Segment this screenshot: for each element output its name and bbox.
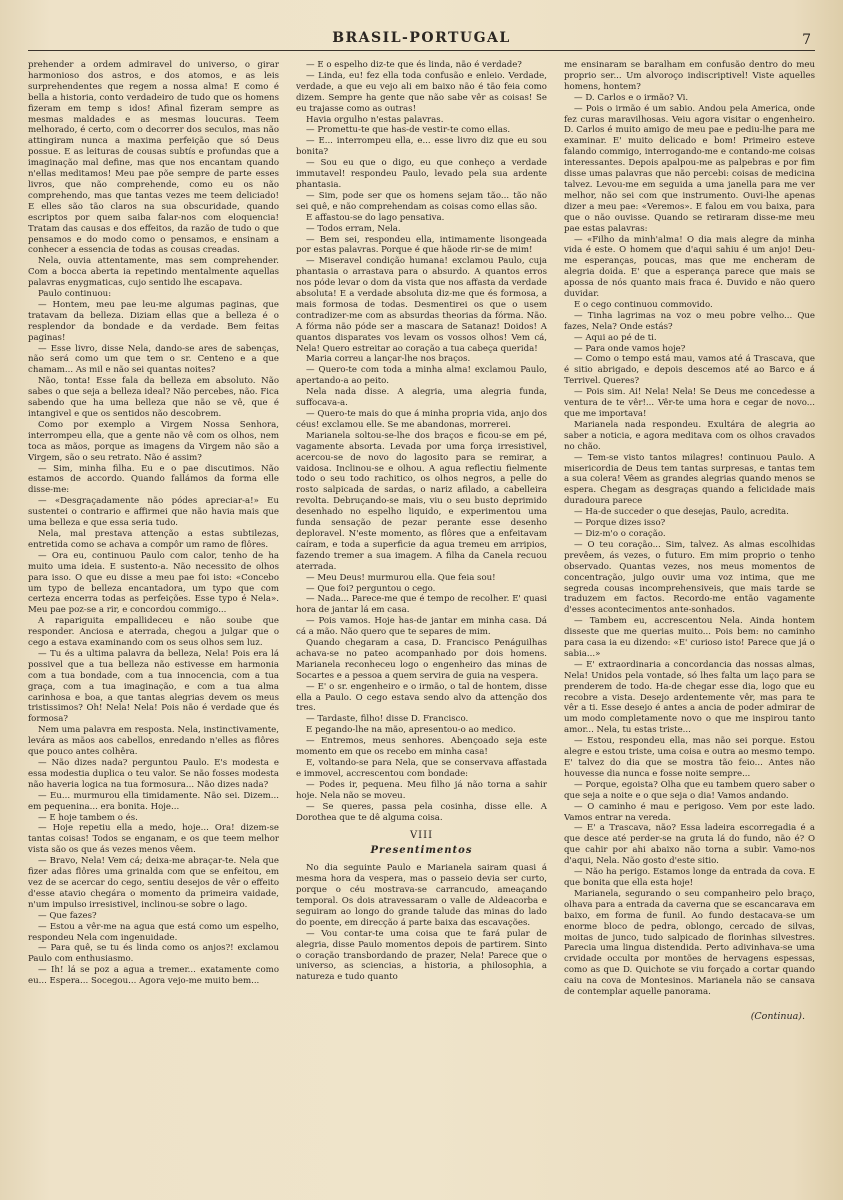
paragraph: — Bem sei, respondeu ella, intimamente lisongeada por estas palavras. Porque é que hãode rir-se de mim! xyxy=(296,234,547,256)
page-number: 7 xyxy=(802,32,811,48)
paragraph: — E' o sr. engenheiro e o irmão, o tal de hontem, disse ella a Paulo. O cego estava sendo alvo da attenção dos tres. xyxy=(296,681,547,714)
paragraph: — Quero-te com toda a minha alma! exclamou Paulo, apertando-a ao peito. xyxy=(296,365,547,387)
paragraph: — Pois o irmão é um sabio. Andou pela America, onde fez curas maravilhosas. Veiu agora visitar o engenheiro. D. Carlos é muito amigo de meu pae e pediu-lhe para me examinar. E' muito delicado e bom! Primeiro esteve falando commigo, interrogando-me e contando-me coisas interessantes. Depois apalpou-me as palpebras e por fim disse umas palavras que não percebi: coisas de medicina talvez. Levou-me em seguida a uma janella para me ver melhor, não sei com que instrumento. Ouvi-lhe apenas dizer a meu pae: «Veremos». E falou em vou baixa, para que o não ouvisse. Quando se retiraram disse-me meu pae estas palavras: xyxy=(564,103,815,234)
paragraph: — Hontem, meu pae leu-me algumas paginas, que tratavam da belleza. Diziam ellas que a belleza é o resplendor da bondade e da verdade. Bem feitas paginas! xyxy=(28,299,279,343)
paragraph: — Tambem eu, accrescentou Nela. Ainda hontem disseste que me querias muito... Pois bem: no caminho para casa ia eu dizendo: «E' curioso isto! Parece que já o sabia...» xyxy=(564,616,815,659)
column-right-text xyxy=(564,60,815,998)
paragraph: Paulo continuou: xyxy=(38,289,112,300)
column-middle xyxy=(296,60,547,1185)
paragraph: — Porque, egoista? Olha que eu tambem quero saber o que seja a noite e o que seja o dia! Vamos andando. xyxy=(564,779,815,801)
paragraph: — Linda, eu! fez ella toda confusão e enleio. Verdade, verdade, a que eu vejo ali em baixo não é tão feia como dizem. Sempre ha gente que não sabe vêr as coisas! Se eu trajasse como as outras! xyxy=(296,70,547,114)
paragraph: — Meu Deus! murmurou ella. Que feia sou! xyxy=(306,572,496,583)
chapter-number: VIII xyxy=(409,830,434,842)
paragraph: — Entremos, meus senhores. Abençoado seja este momento em que os recebo em minha casa! xyxy=(296,736,547,758)
paragraph: E o cego continuou commovido. xyxy=(574,299,713,310)
paragraph: Marianela, segurando o seu companheiro pelo braço, olhava para a entrada da caverna que se escancarava em baixo, em forma de funil. Ao fundo destacava-se um enorme bloco de pedra, oblongo, cercado de silvas, moitas de junco, tudo salpicado de florinhas silvestres. Parecia uma lingua distendida. Perto adivinhava-se uma crvidade occulta por montões de hervagens espessas, como as que D. Quichote se viu forçado a cortar quando caiu na cova de Montesinos. Marianela não se cansava de contemplar aquelle panorama. xyxy=(564,888,815,998)
paragraph: — Porque dizes isso? xyxy=(574,518,666,529)
paragraph: — Eu... murmurou ella timidamente. Não sei. Dizem... em pequenina... era bonita. Hoje... xyxy=(28,790,279,812)
paragraph: — Tu és a ultima palavra da belleza, Nela! Pois era lá possivel que a tua belleza não estivesse em harmonia com a tua bondade, com a tua innocencia, com a tua graça, com a tua imaginação, e com a tua alma carinhosa e boa, a que tantas alegrias devem os meus tristissimos? Oh! Nela! Nela! Pois não é verdade que és formosa? xyxy=(28,648,279,725)
paragraph: E pegando-lhe na mão, apresentou-o ao medico. xyxy=(306,725,516,736)
paragraph: — Para onde vamos hoje? xyxy=(574,343,686,354)
paragraph: — Para quê, se tu és linda como os anjos?! exclamou Paulo com enthusiasmo. xyxy=(28,943,279,965)
running-title: BRASIL-PORTUGAL xyxy=(332,30,511,46)
paragraph: — Que fazes? xyxy=(38,910,97,921)
paragraph: — Ih! lá se poz a agua a tremer... exatamente como eu... Espera... Socegou... Agora vejo-me muito bem... xyxy=(28,965,279,987)
paragraph: — Tardaste, filho! disse D. Francisco. xyxy=(306,714,469,725)
paragraph: — O teu coração... Sim, talvez. As almas escolhidas prevêem, ás vezes, o futuro. Em mim proprio o tenho observado. Quantas vezes, nos meus momentos de concentração, julgo ouvir uma voz intima, que me segreda cousas incomprehensiveis, que mais tarde se traduzem em factos. Recordo-me então vagamente d'esses acontecimentos ante-sonhados. xyxy=(564,539,815,616)
paragraph: — Quero-te mais do que á minha propria vida, anjo dos céus! exclamou elle. Se me abandonas, morrerei. xyxy=(296,409,547,430)
paragraph: — Promettu-te que has-de vestir-te como ellas. xyxy=(306,125,511,136)
paragraph: — «Desgraçadamente não pódes apreciar-a!» Eu sustentei o contrario e affirmei que não havia mais que uma belleza e que essa seria tudo. xyxy=(28,496,279,529)
paragraph: — Nada... Parece-me que é tempo de recolher. E' quasi hora de jantar lá em casa. xyxy=(296,594,547,616)
paragraph: — Não dizes nada? perguntou Paulo. E's modesta e essa modestia duplica o teu valor. Se não fosses modesta não haveria logica na tua formosura... Não dizes nada? xyxy=(28,758,279,790)
paragraph: — Não ha perigo. Estamos longe da entrada da cova. E que bonita que ella esta hoje! xyxy=(564,867,815,888)
paragraph: — Vou contar-te uma coisa que te fará pular de alegria, disse Paulo momentos depois de partirem. Sinto o coração transbordando de prazer, Nela! Parece que o universo, as sciencias, a historia, a philosophia, a natureza e tudo quanto xyxy=(296,928,547,983)
column-left xyxy=(28,60,279,1185)
paragraph: — E... interrompeu ella, e... esse livro diz que eu sou bonita? xyxy=(296,136,547,158)
paragraph: Maria correu a lançar-lhe nos braços. xyxy=(306,354,471,365)
paragraph: — Como o tempo está mau, vamos até á Trascava, que é sitio abrigado, e depois descemos até ao Barco e á Terrivel. Queres? xyxy=(564,354,815,387)
paragraph: — Se queres, passa pela cosinha, disse elle. A Dorothea que te dê alguma coisa. xyxy=(296,801,547,823)
paragraph: — Estou a vêr-me na agua que está como um espelho, respondeu Nela com ingenuidade. xyxy=(28,921,279,943)
paragraph: prehender a ordem admiravel do universo, o girar harmonioso dos astros, e dos atomos, e as leis surprehendentes que regem a nossa alma! E como é bella a historia, conto verdadeiro de tudo que os homens fizeram em temp s idos! Afinal fizeram sempre as mesmas maldades e as mesmas loucuras. Teem melhorado, é certo, com o decorrer dos seculos, mas não attingiram nunca a maxima perfeição que só Deus possue. E as leituras de cousas subtís e profundas que a imaginação mal define, mas que nos encantam quando n'ellas meditamos! Meu pae põe sempre de parte esses livros, que não comprehende, como eu os não comprehendo, mas que tantas vezes me teem deliciado! E elles são tão claros na sua obscuridade, quando escriptos por quem saiba falar-nos com eloquencia! Tratam das causas e dos effeitos, da razão de tudo o que pensamos e do modo como o pensamos, e ensinam a conhecer a essencia de todas as cousas creadas. xyxy=(28,60,279,256)
paragraph: — Ora eu, continuou Paulo com calor, tenho de ha muito uma ideia. E sustento-a. Não necessito de olhos para isso. O que eu disse a meu pae foi isto: «Concebo um typo de belleza encantadora, um typo que com certeza encerra todas as perfeições. Esse typo é Nela». Meu pae poz-se a rir, e concordou commigo... xyxy=(28,550,279,616)
paragraph: Como por exemplo a Virgem Nossa Senhora, interrompeu ella, que a gente não vê com os olhos, nem toca as mãos, porque as imagens da Virgem não são a Virgem, são o seu retrato. Não é assim? xyxy=(28,419,279,463)
column-middle-top xyxy=(296,60,547,823)
paragraph: E affastou-se do lago pensativa. xyxy=(306,212,445,223)
text-columns xyxy=(28,60,815,1185)
paragraph: No dia seguinte Paulo e Marianela sairam quasi á mesma hora da vespera, mas o passeio devia ser curto, porque o céu mostrava-se carrancudo, ameaçando temporal. Os dois atravessaram o valle de Aldeacorba e seguiram ao longo do grande talude das minas do lado do poente, em direcção á parte baixa das escavações. xyxy=(296,863,547,928)
paragraph: — Sim, pode ser que os homens sejam tão... tão não sei quê, e não comprehendam as coisas como ellas são. xyxy=(296,190,547,212)
paragraph: — E' extraordinaria a concordancia das nossas almas, Nela! Unidos pela vontade, só lhes falta um laço para se prenderem de todo. Ha-de chegar esse dia, logo que eu recobre a vista. Desejo ardentemente vêr, mas para te vêr a ti. Esse desejo é antes a ancia de poder admirar de um modo completamente novo o que me inspirou tanto amor... Nela, tu estas triste... xyxy=(564,659,815,736)
paragraph: — «Filho da minh'alma! O dia mais alegre da minha vida é este. O homem que d'aqui sahiu é um anjo! Deu-me esperanças, poucas, mas que me encheram de alegria doida. E' que a esperança parece que mais se apossa de nós quanto mais fraca é. Duvido e não quero duvidar. xyxy=(564,234,815,300)
paragraph: E, voltando-se para Nela, que se conservava affastada e immovel, accrescentou com bondade: xyxy=(296,758,547,779)
paragraph: — Podes ir, pequena. Meu filho já não torna a sahir hoje. Nela não se moveu. xyxy=(296,779,547,801)
paragraph: — Estou, respondeu ella, mas não sei porque. Estou alegre e estou triste, uma coisa e outra ao mesmo tempo. E' talvez do dia que se mostra tão feio... Antes não houvesse dia nunca e fosse noite sempre... xyxy=(564,736,815,779)
paragraph: — Todos erram, Nela. xyxy=(306,223,401,234)
paragraph: — Sou eu que o digo, eu que conheço a verdade immutavel! respondeu Paulo, levado pela sua ardente phantasia. xyxy=(296,158,547,190)
paragraph: me ensinaram se baralham em confusão dentro do meu proprio ser... Um alvoroço indiscriptivel! Viste aquelles homens, hontem? xyxy=(564,60,815,92)
paragraph: — Tinha lagrimas na voz o meu pobre velho... Que fazes, Nela? Onde estás? xyxy=(564,310,815,332)
paragraph: Marianela nada respondeu. Exultára de alegria ao saber a noticia, e agora meditava com os olhos cravados no chão. xyxy=(564,419,815,452)
paragraph: — E o espelho diz-te que és linda, não é verdade? xyxy=(306,60,522,70)
paragraph: — D. Carlos e o irmão? Vi. xyxy=(574,92,689,103)
paragraph: Havia orgulho n'estas palavras. xyxy=(306,114,444,125)
continua-note: (Continua). xyxy=(750,1010,805,1022)
paragraph: Nela, mal prestava attenção a estas subtilezas, entretida como se achava a compôr um ramo de flôres. xyxy=(28,528,279,550)
page-header xyxy=(28,30,815,51)
paragraph: — Diz-m'o o coração. xyxy=(574,528,666,539)
paragraph: — Que foi? perguntou o cego. xyxy=(306,583,436,594)
paragraph: — Pois sim. Ai! Nela! Nela! Se Deus me concedesse a ventura de te vêr!... Vêr-te uma hora e cegar de novo... que me importava! xyxy=(564,387,815,419)
paragraph: — Ha-de succeder o que desejas, Paulo, acredita. xyxy=(574,507,789,518)
column-middle-bottom xyxy=(296,863,547,983)
paragraph: Nela nada disse. A alegria, uma alegria funda, suffocava-a. xyxy=(296,387,547,409)
paragraph: — Aqui ao pé de ti. xyxy=(574,332,657,343)
paragraph: — Miseravel condição humana! exclamou Paulo, cuja phantasia o arrastava para o absurdo. A quantos erros nos póde levar o dom da vista que nos affasta da verdade absoluta! E a verdade absoluta diz-me que és formosa, a mais formosa de todas. Desmentirei os que o usem contradizer-me com as absurdas theorias da fórma. Não. A fórma não póde ser a mascara de Satanaz! Doidos! A quantos disparates vos levam os vossos olhos! Vem cá, Nela! Quero estreitar ao coração a tua cabeça querida! xyxy=(296,256,547,354)
paragraph: Não, tonta! Esse fala da belleza em absoluto. Não sabes o que seja a belleza ideal? Não percebes, não. Fica sabendo que ha uma belleza que não se vê, que é intangivel e que os sentidos não descobrem. xyxy=(28,376,279,419)
paragraph: Nem uma palavra em resposta. Nela, instinctivamente, levára as mãos aos cabellos, enredando n'elles as flôres que pouco antes colhêra. xyxy=(28,725,279,758)
paragraph: — Hoje repetiu ella a medo, hoje... Ora! dizem-se tantas coisas! Todos se enganam, e os que teem melhor vista são os que ás vezes menos vêem. xyxy=(28,823,279,856)
paragraph: Marianela soltou-se-lhe dos braços e ficou-se em pé, vagamente absorta. Levada por uma força irresistivel, acercou-se de novo do lagosito para se remirar, a vaidosa. Inclinou-se e olhou. A agua reflectiu fielmente todo o seu todo rachitico, os olhos negros, a pelle do rosto salpicada de sardas, o nariz afilado, a cabelleira revolta. Debruçando-se mais, viu o seu busto deprimido desenhado no espelho liquido, e experimentou uma funda sensação de pezar perante esse desenho deploravel. N'este momento, as flôres que a enfeitavam caíram, e toda a superficie da agua tremeu em arripios, fazendo tremer a sua imagem. A filha da Canela recuou aterrada. xyxy=(296,430,547,572)
paragraph: — O caminho é mau e perigoso. Vem por este lado. Vamos entrar na vereda. xyxy=(564,801,815,823)
paragraph: — Sim, minha filha. Eu e o pae discutimos. Não estamos de accordo. Quando fallámos da forma elle disse-me: xyxy=(28,463,279,496)
section-title: Presentimentos xyxy=(370,845,473,857)
paragraph: — Tem-se visto tantos milagres! continuou Paulo. A misericordia de Deus tem tantas surpresas, e tantas tem a sua colera! Vêem as grandes alegrias quando menos se espera. Chegam as desgraças quando a felicidade mais duradoura parece xyxy=(564,452,815,507)
paragraph: Quando chegaram a casa, D. Francisco Penáguilhas achava-se no pateo acompanhado por dois homens. Marianela reconheceu logo o engenheiro das minas de Socartes e a pessoa a quem servira de guia na vespera. xyxy=(296,638,547,681)
paragraph: — Bravo, Nela! Vem cá; deixa-me abraçar-te. Nela que fizer adas flôres uma grinalda com que se enfeitou, em vez de se acercar do cego, sentiu desejos de vêr o effeito d'esse atavio chegára o momento da primeira vaidade, n'um impulso irresistivel, inclinou-se sobre o lago. xyxy=(28,856,279,910)
paragraph: — Pois vamos. Hoje has-de jantar em minha casa. Dá cá a mão. Não quero que te separes de mim. xyxy=(296,616,547,638)
paragraph: A rapariguita empallideceu e não soube que responder. Anciosa e aterrada, chegou a julgar que o cego a estava examinando com os seus olhos sem luz. xyxy=(28,616,279,649)
paragraph: Nela, ouvia attentamente, mas sem comprehender. Com a bocca aberta ia repetindo mentalmente aquellas palavras enygmaticas, cujo sentido lhe escapava. xyxy=(28,256,279,289)
paragraph: — E' a Trascava, não? Essa ladeira escorregadia é a que desce até perder-se na gruta lá do fundo, não é? O que cahir por ahi abaixo não torna a subir. Vamo-nos d'aqui, Nela. Não gosto d'este sitio. xyxy=(564,823,815,867)
paragraph: — E hoje tambem o és. xyxy=(38,812,138,823)
column-right xyxy=(564,60,815,1185)
paragraph: — Esse livro, disse Nela, dando-se ares de sabenças, não será como um que tem o sr. Centeno e a que chamam... As mil e não sei quantas noites? xyxy=(28,343,279,376)
